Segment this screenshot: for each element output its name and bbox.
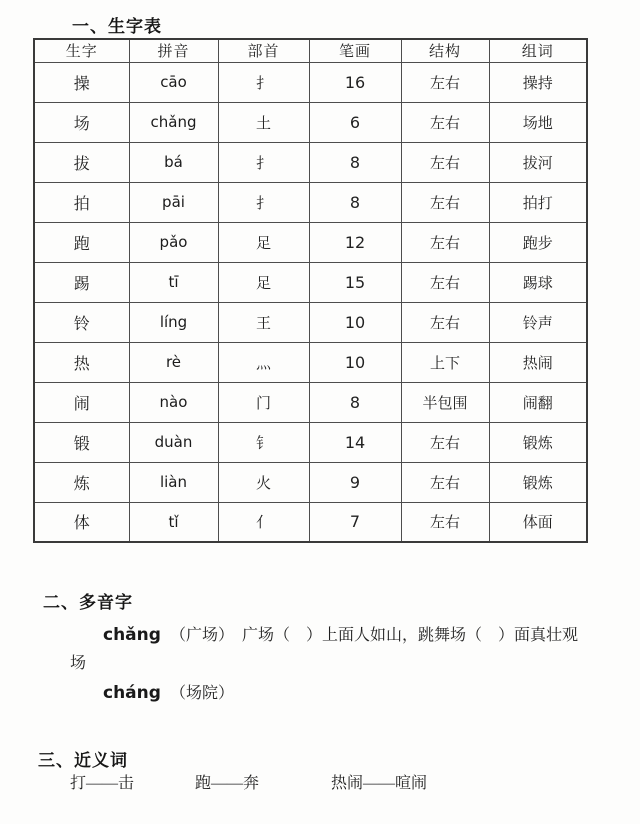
cell-radical: 扌 (218, 62, 309, 102)
table-row (34, 302, 587, 342)
cell-radical: 亻 (218, 502, 309, 542)
cell-structure: 半包围 (401, 382, 489, 422)
polyphonic-text-2: （场院） (169, 685, 234, 702)
cell-word: 场地 (489, 102, 587, 142)
cell-character: 拍 (34, 182, 129, 222)
polyphonic-reading-1 (103, 622, 603, 645)
cell-word: 踢球 (489, 262, 587, 302)
cell-structure: 左右 (401, 462, 489, 502)
cell-strokes: 15 (309, 262, 401, 302)
cell-strokes: 9 (309, 462, 401, 502)
cell-character: 炼 (34, 462, 129, 502)
synonyms-line (70, 770, 427, 793)
col-header-character: 生字 (34, 39, 129, 62)
new-character-table (33, 38, 588, 543)
polyphonic-text-1: （广场） 广场（ ）上面人如山，跳舞场（ ）面真壮观 (169, 627, 578, 644)
col-header-word: 组词 (489, 39, 587, 62)
cell-character: 热 (34, 342, 129, 382)
cell-radical: 扌 (218, 182, 309, 222)
cell-character: 操 (34, 62, 129, 102)
cell-pinyin: bá (129, 142, 218, 182)
polyphonic-reading-2 (103, 680, 234, 703)
table-row (34, 342, 587, 382)
cell-pinyin: pāi (129, 182, 218, 222)
cell-structure: 左右 (401, 142, 489, 182)
cell-structure: 左右 (401, 102, 489, 142)
polyphonic-head-character: 场 (70, 655, 87, 672)
table-header-row (34, 39, 587, 62)
cell-word: 铃声 (489, 302, 587, 342)
cell-pinyin: líng (129, 302, 218, 342)
cell-word: 拍打 (489, 182, 587, 222)
cell-pinyin: liàn (129, 462, 218, 502)
table-row (34, 262, 587, 302)
cell-strokes: 10 (309, 342, 401, 382)
cell-pinyin: chǎng (129, 102, 218, 142)
cell-radical: 火 (218, 462, 309, 502)
section1-title: 一、生字表 (72, 17, 162, 36)
cell-structure: 左右 (401, 262, 489, 302)
cell-radical: 灬 (218, 342, 309, 382)
cell-radical: 土 (218, 102, 309, 142)
table-row (34, 222, 587, 262)
table-row (34, 502, 587, 542)
cell-pinyin: pǎo (129, 222, 218, 262)
cell-strokes: 8 (309, 142, 401, 182)
table-row (34, 62, 587, 102)
cell-pinyin: tī (129, 262, 218, 302)
polyphonic-pinyin-1: chǎng (103, 625, 161, 645)
cell-strokes: 14 (309, 422, 401, 462)
col-header-strokes: 笔画 (309, 39, 401, 62)
polyphonic-pinyin-2: cháng (103, 683, 161, 703)
cell-structure: 左右 (401, 422, 489, 462)
cell-word: 体面 (489, 502, 587, 542)
cell-pinyin: cāo (129, 62, 218, 102)
cell-word: 锻炼 (489, 462, 587, 502)
col-header-structure: 结构 (401, 39, 489, 62)
cell-strokes: 7 (309, 502, 401, 542)
cell-radical: 王 (218, 302, 309, 342)
section3-title: 三、近义词 (38, 751, 128, 770)
cell-character: 闹 (34, 382, 129, 422)
cell-character: 铃 (34, 302, 129, 342)
cell-radical: 足 (218, 262, 309, 302)
cell-character: 拔 (34, 142, 129, 182)
cell-character: 跑 (34, 222, 129, 262)
table-row (34, 102, 587, 142)
cell-strokes: 8 (309, 182, 401, 222)
cell-structure: 左右 (401, 62, 489, 102)
cell-word: 操持 (489, 62, 587, 102)
cell-strokes: 6 (309, 102, 401, 142)
synonym-pair: 打——击 (70, 775, 135, 792)
cell-structure: 左右 (401, 302, 489, 342)
col-header-pinyin: 拼音 (129, 39, 218, 62)
cell-character: 踢 (34, 262, 129, 302)
cell-pinyin: rè (129, 342, 218, 382)
cell-word: 闹翻 (489, 382, 587, 422)
table-row (34, 142, 587, 182)
synonym-pair: 跑——奔 (195, 775, 260, 792)
cell-word: 热闹 (489, 342, 587, 382)
synonym-pair: 热闹——喧闹 (331, 775, 428, 792)
cell-radical: 钅 (218, 422, 309, 462)
table-row (34, 422, 587, 462)
cell-radical: 扌 (218, 142, 309, 182)
cell-structure: 上下 (401, 342, 489, 382)
cell-radical: 门 (218, 382, 309, 422)
cell-pinyin: tǐ (129, 502, 218, 542)
cell-strokes: 16 (309, 62, 401, 102)
table-row (34, 182, 587, 222)
cell-character: 体 (34, 502, 129, 542)
section2-title: 二、多音字 (43, 593, 133, 612)
cell-pinyin: nào (129, 382, 218, 422)
cell-word: 跑步 (489, 222, 587, 262)
cell-word: 拔河 (489, 142, 587, 182)
cell-strokes: 10 (309, 302, 401, 342)
table-row (34, 382, 587, 422)
cell-word: 锻炼 (489, 422, 587, 462)
cell-strokes: 8 (309, 382, 401, 422)
cell-strokes: 12 (309, 222, 401, 262)
cell-structure: 左右 (401, 222, 489, 262)
col-header-radical: 部首 (218, 39, 309, 62)
cell-radical: 足 (218, 222, 309, 262)
cell-structure: 左右 (401, 502, 489, 542)
cell-pinyin: duàn (129, 422, 218, 462)
cell-character: 锻 (34, 422, 129, 462)
cell-structure: 左右 (401, 182, 489, 222)
cell-character: 场 (34, 102, 129, 142)
table-row (34, 462, 587, 502)
